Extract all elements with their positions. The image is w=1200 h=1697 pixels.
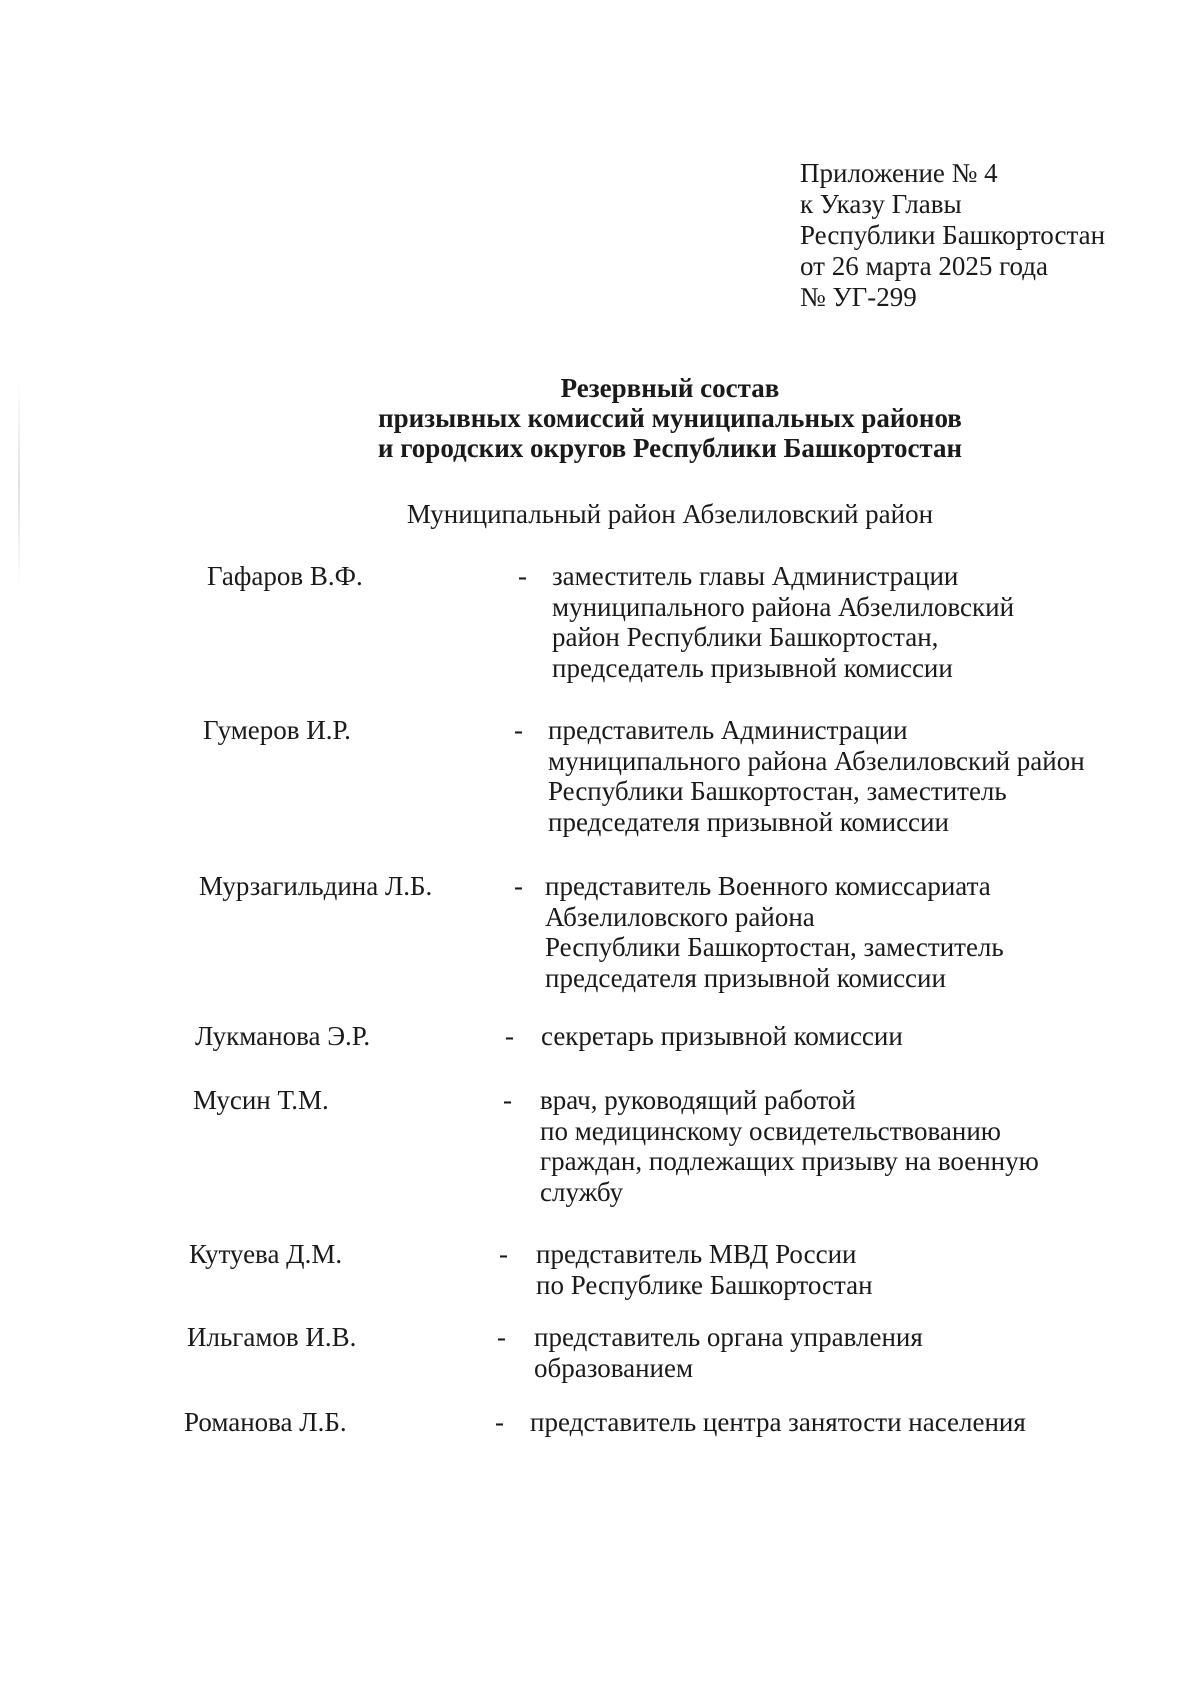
role-line: председателя призывной комиссии <box>545 962 946 993</box>
member-role <box>540 1085 1039 1207</box>
member-name: Романова Л.Б. <box>184 1407 347 1437</box>
role-line: муниципального района Абзелиловский район <box>548 745 1085 776</box>
title-line: Резервный состав <box>560 373 780 403</box>
appendix-line: Республики Башкортостан <box>800 220 1106 250</box>
member-dash: - <box>518 561 527 591</box>
role-line: представитель МВД России <box>536 1239 857 1269</box>
title-line: и городских округов Республики Башкортостан <box>377 433 963 463</box>
member-name: Гумеров И.Р. <box>203 715 351 745</box>
district-heading: Муниципальный район Абзелиловский район <box>406 499 934 529</box>
role-line: граждан, подлежащих призыву на военную <box>540 1146 1039 1176</box>
role-line: председателя призывной комиссии <box>548 806 949 837</box>
member-dash: - <box>503 1085 512 1115</box>
role-line: председатель призывной комиссии <box>552 652 953 683</box>
role-line: службу <box>540 1176 624 1207</box>
appendix-line: от 26 марта 2025 года <box>800 251 1048 281</box>
appendix-line: к Указу Главы <box>800 189 962 219</box>
role-line: представитель органа управления <box>534 1322 923 1352</box>
member-name: Мурзагильдина Л.Б. <box>199 871 433 901</box>
member-dash: - <box>497 1322 506 1352</box>
appendix-line: Приложение № 4 <box>800 158 998 188</box>
member-role <box>541 1021 903 1052</box>
member-name: Ильгамов И.В. <box>187 1322 357 1352</box>
role-line: заместитель главы Администрации <box>552 561 959 591</box>
member-name: Мусин Т.М. <box>193 1085 329 1115</box>
member-role <box>536 1239 873 1300</box>
role-line: по медицинскому освидетельствованию <box>540 1115 1001 1146</box>
role-line: Республики Башкортостан, заместитель <box>548 776 1007 806</box>
role-line: представитель центра занятости населения <box>530 1407 1026 1437</box>
member-role <box>545 871 1004 993</box>
member-dash: - <box>495 1407 504 1437</box>
appendix-line: № УГ-299 <box>800 282 917 312</box>
member-name: Лукманова Э.Р. <box>195 1021 371 1051</box>
role-line: секретарь призывной комиссии <box>541 1021 903 1051</box>
role-line: Абзелиловского района <box>545 901 815 932</box>
role-line: Республики Башкортостан, заместитель <box>545 932 1004 962</box>
member-dash: - <box>499 1239 508 1269</box>
role-line: по Республике Башкортостан <box>536 1269 873 1300</box>
role-line: муниципального района Абзелиловский <box>552 591 1015 622</box>
member-name: Кутуева Д.М. <box>189 1239 343 1269</box>
role-line: район Республики Башкортостан, <box>552 622 939 652</box>
member-role <box>534 1322 923 1383</box>
role-line: представитель Администрации <box>548 715 908 745</box>
member-role <box>530 1407 1026 1438</box>
member-role <box>548 715 1085 837</box>
role-line: представитель Военного комиссариата <box>545 871 991 901</box>
role-line: врач, руководящий работой <box>540 1085 856 1115</box>
member-dash: - <box>514 871 523 901</box>
member-name: Гафаров В.Ф. <box>207 561 363 591</box>
member-dash: - <box>514 715 523 745</box>
title-line: призывных комиссий муниципальных районов <box>378 403 962 433</box>
member-dash: - <box>505 1021 514 1051</box>
scan-edge-mark <box>18 380 20 590</box>
role-line: образованием <box>534 1352 694 1383</box>
document-title <box>300 373 1040 463</box>
appendix-block <box>800 158 1105 313</box>
member-role <box>552 561 1014 683</box>
